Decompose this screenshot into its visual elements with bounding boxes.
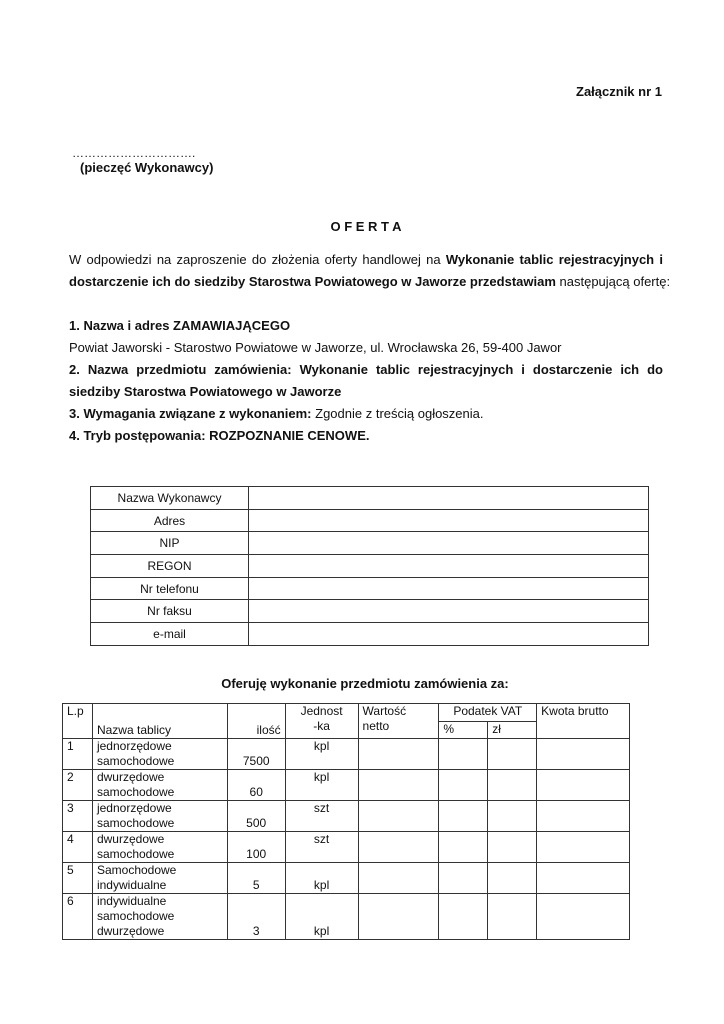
- row-qty: 500: [227, 801, 285, 832]
- row-unit: szt: [285, 801, 358, 832]
- contractor-row: [91, 487, 649, 510]
- row-vat-zl[interactable]: [488, 894, 537, 940]
- row-gross[interactable]: [537, 832, 630, 863]
- stamp-label: (pieczęć Wykonawcy): [80, 160, 214, 175]
- section-2-line-2: siedziby Starostwa Powiatowego w Jaworze: [69, 384, 342, 399]
- contractor-field-value[interactable]: [249, 623, 649, 646]
- row-gross[interactable]: [537, 894, 630, 940]
- contractor-field-value[interactable]: [249, 600, 649, 623]
- row-gross[interactable]: [537, 863, 630, 894]
- section-3: 3. Wymagania związane z wykonaniem: Zgodnie z treścią ogłoszenia.: [69, 406, 484, 421]
- contractor-field-label: e-mail: [91, 623, 249, 646]
- section-1-text: Powiat Jaworski - Starostwo Powiatowe w Jaworze, ul. Wrocławska 26, 59-400 Jawor: [69, 340, 562, 355]
- header-name: Nazwa tablicy: [92, 704, 227, 739]
- contractor-row: [91, 623, 649, 646]
- row-unit: szt: [285, 832, 358, 863]
- contractor-field-label: Adres: [91, 509, 249, 532]
- row-gross[interactable]: [537, 739, 630, 770]
- header-unit: Jednost -ka: [285, 704, 358, 739]
- row-vat-pct[interactable]: [439, 832, 488, 863]
- header-qty: ilość: [227, 704, 285, 739]
- row-lp: 2: [63, 770, 93, 801]
- row-net[interactable]: [358, 739, 439, 770]
- section-4: 4. Tryb postępowania: ROZPOZNANIE CENOWE.: [69, 428, 370, 443]
- row-lp: 5: [63, 863, 93, 894]
- row-name: dwurzędowe samochodowe: [92, 832, 227, 863]
- page-title: O F E R T A: [330, 219, 402, 234]
- row-qty: 7500: [227, 739, 285, 770]
- row-lp: 3: [63, 801, 93, 832]
- price-row: [63, 739, 630, 770]
- contractor-row: [91, 509, 649, 532]
- contractor-field-value[interactable]: [249, 555, 649, 578]
- row-unit: kpl: [285, 894, 358, 940]
- contractor-field-label: Nazwa Wykonawcy: [91, 487, 249, 510]
- price-table: [62, 703, 630, 940]
- section-1-title: 1. Nazwa i adres ZAMAWIAJĄCEGO: [69, 318, 291, 333]
- row-name: dwurzędowe samochodowe: [92, 770, 227, 801]
- row-net[interactable]: [358, 863, 439, 894]
- row-qty: 60: [227, 770, 285, 801]
- row-unit: kpl: [285, 770, 358, 801]
- price-row: [63, 770, 630, 801]
- contractor-field-value[interactable]: [249, 577, 649, 600]
- row-gross[interactable]: [537, 801, 630, 832]
- header-lp: L.p: [63, 704, 93, 739]
- row-vat-pct[interactable]: [439, 801, 488, 832]
- row-name: Samochodowe indywidualne: [92, 863, 227, 894]
- row-net[interactable]: [358, 801, 439, 832]
- row-vat-pct[interactable]: [439, 770, 488, 801]
- intro-line-2: dostarczenie ich do siedziby Starostwa Powiatowego w Jaworze przedstawiam następującą ofertę:: [69, 274, 671, 289]
- attachment-label: Załącznik nr 1: [576, 84, 662, 99]
- row-net[interactable]: [358, 894, 439, 940]
- stamp-dots: ………………………….: [72, 146, 196, 160]
- row-net[interactable]: [358, 832, 439, 863]
- contractor-field-value[interactable]: [249, 509, 649, 532]
- contractor-row: [91, 555, 649, 578]
- row-lp: 1: [63, 739, 93, 770]
- contractor-field-label: Nr telefonu: [91, 577, 249, 600]
- contractor-field-label: NIP: [91, 532, 249, 555]
- header-vat-pct: %: [439, 722, 488, 739]
- row-vat-pct[interactable]: [439, 863, 488, 894]
- row-vat-pct[interactable]: [439, 739, 488, 770]
- contractor-field-label: REGON: [91, 555, 249, 578]
- row-unit: kpl: [285, 863, 358, 894]
- contractor-row: [91, 600, 649, 623]
- section-2-line-1: 2. Nazwa przedmiotu zamówienia: Wykonanie tablic rejestracyjnych i dostarczenie ich do: [69, 362, 663, 377]
- price-row: [63, 832, 630, 863]
- row-qty: 5: [227, 863, 285, 894]
- row-vat-zl[interactable]: [488, 863, 537, 894]
- contractor-field-value[interactable]: [249, 487, 649, 510]
- intro-line-1: W odpowiedzi na zaproszenie do złożenia oferty handlowej na Wykonanie tablic rejestracyjnych i: [69, 252, 663, 267]
- row-lp: 4: [63, 832, 93, 863]
- header-net: Wartość netto: [358, 704, 439, 739]
- row-vat-zl[interactable]: [488, 832, 537, 863]
- row-lp: 6: [63, 894, 93, 940]
- header-gross: Kwota brutto: [537, 704, 630, 739]
- price-row: [63, 801, 630, 832]
- contractor-field-label: Nr faksu: [91, 600, 249, 623]
- row-name: jednorzędowe samochodowe: [92, 801, 227, 832]
- contractor-table: [90, 486, 649, 646]
- row-qty: 3: [227, 894, 285, 940]
- price-row: [63, 863, 630, 894]
- row-vat-pct[interactable]: [439, 894, 488, 940]
- row-gross[interactable]: [537, 770, 630, 801]
- header-vat-zl: zł: [488, 722, 537, 739]
- row-vat-zl[interactable]: [488, 770, 537, 801]
- contractor-row: [91, 577, 649, 600]
- offer-title: Oferuję wykonanie przedmiotu zamówienia za:: [221, 676, 509, 691]
- contractor-row: [91, 532, 649, 555]
- row-vat-zl[interactable]: [488, 739, 537, 770]
- row-name: jednorzędowe samochodowe: [92, 739, 227, 770]
- contractor-field-value[interactable]: [249, 532, 649, 555]
- row-qty: 100: [227, 832, 285, 863]
- row-unit: kpl: [285, 739, 358, 770]
- row-vat-zl[interactable]: [488, 801, 537, 832]
- row-net[interactable]: [358, 770, 439, 801]
- header-vat: Podatek VAT: [439, 704, 537, 722]
- price-row: [63, 894, 630, 940]
- row-name: indywidualne samochodowe dwurzędowe: [92, 894, 227, 940]
